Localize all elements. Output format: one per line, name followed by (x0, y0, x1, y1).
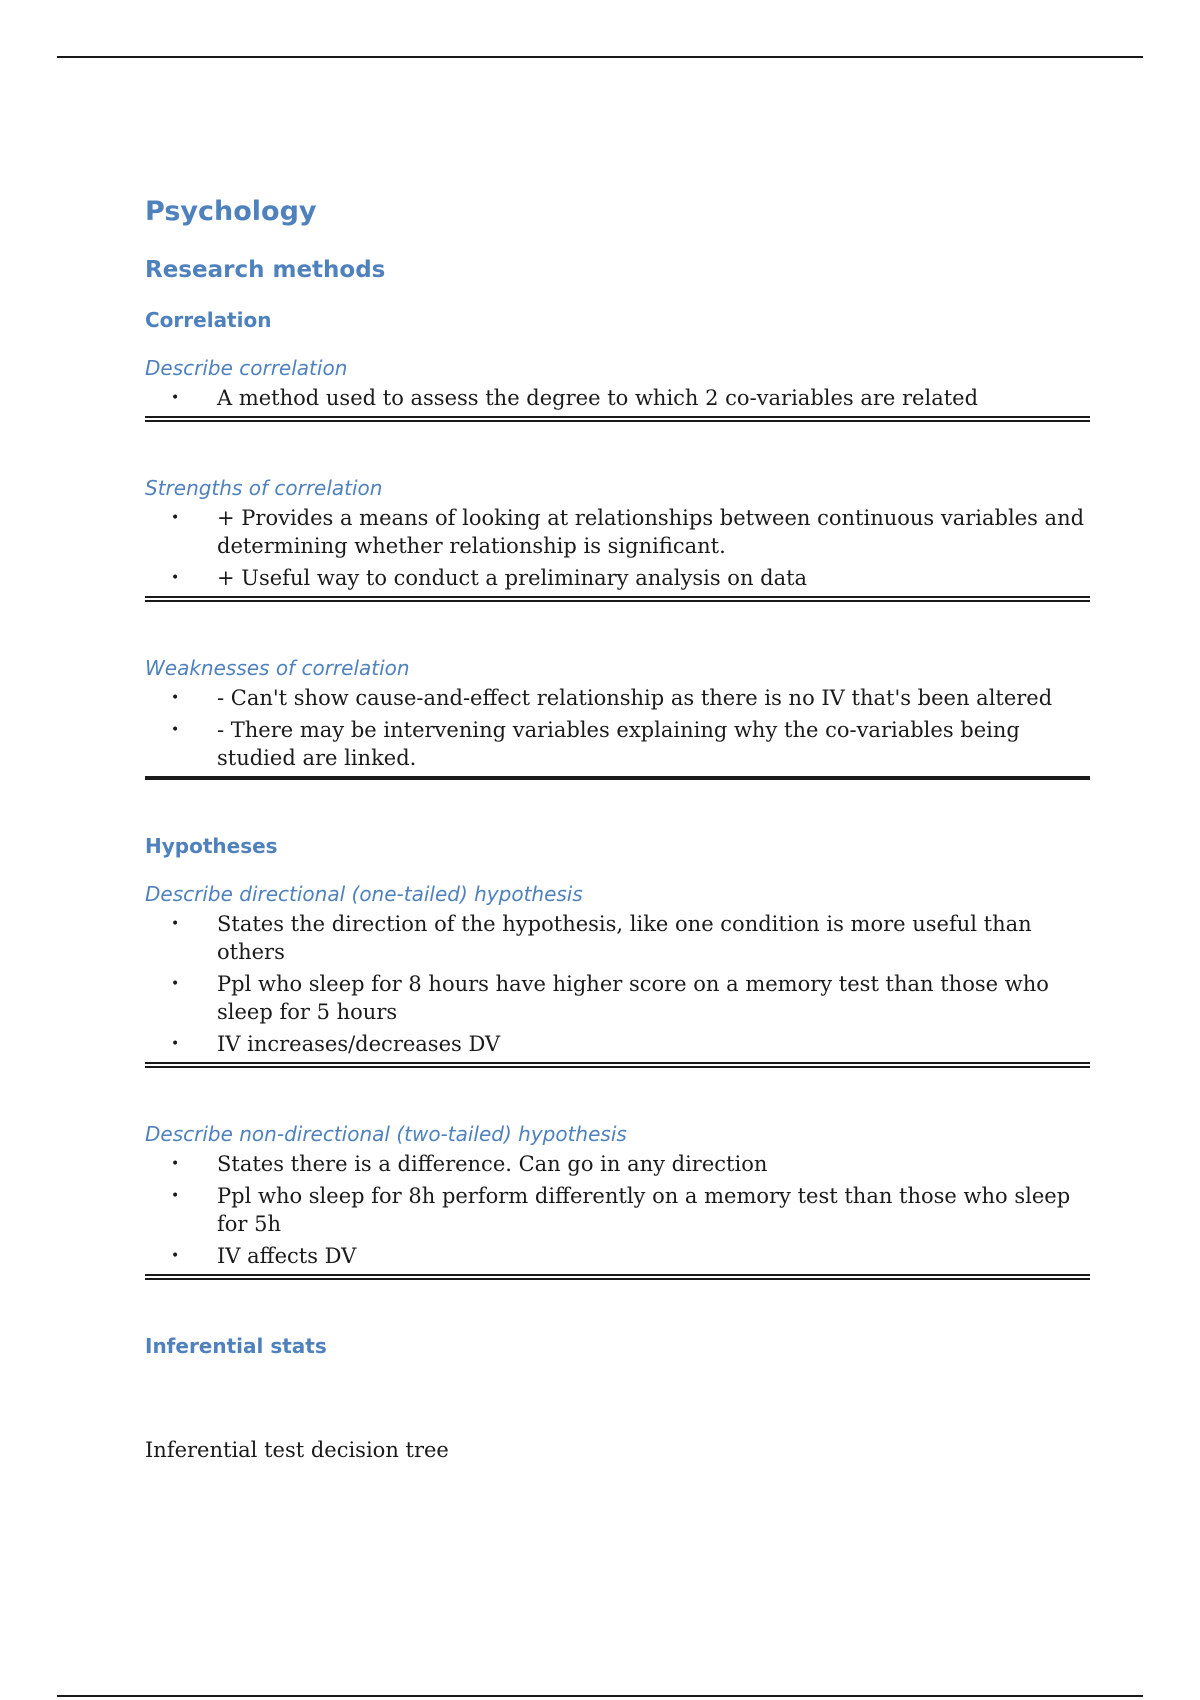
question-heading: Weaknesses of correlation (145, 656, 410, 680)
list-item: • States there is a difference. Can go in any direction (171, 1152, 768, 1176)
answer-list (145, 1150, 1090, 1270)
list-item: • Ppl who sleep for 8h perform differently on a memory test than those who sleep for 5h (171, 1184, 1071, 1236)
answer-divider (145, 416, 1090, 422)
bullet-icon: • (171, 916, 180, 932)
question-heading: Describe correlation (145, 356, 348, 380)
qa-describe-correlation (145, 354, 1090, 422)
document-body (145, 194, 1090, 1464)
answer-divider (145, 776, 1090, 780)
list-item: • IV increases/decreases DV (171, 1032, 501, 1056)
answer-list (145, 504, 1090, 592)
answer-list (145, 684, 1090, 772)
list-item: • - Can't show cause-and-effect relationship as there is no IV that's been altered (171, 686, 1053, 710)
answer-list (145, 910, 1090, 1058)
page-title: Psychology (145, 196, 317, 227)
bullet-icon: • (171, 1156, 180, 1172)
bullet-icon: • (171, 390, 180, 406)
list-item: • States the direction of the hypothesis, like one condition is more useful than others (171, 912, 1032, 964)
bullet-icon: • (171, 976, 180, 992)
bullet-icon: • (171, 1248, 180, 1264)
bullet-icon: • (171, 1188, 180, 1204)
answer-divider (145, 1062, 1090, 1068)
list-item: • - There may be intervening variables explaining why the co-variables being studied are linked. (171, 718, 1020, 770)
qa-weaknesses-correlation (145, 654, 1090, 780)
list-item: • A method used to assess the degree to which 2 co-variables are related (171, 386, 979, 410)
qa-strengths-correlation (145, 474, 1090, 602)
bullet-icon: • (171, 510, 180, 526)
bullet-icon: • (171, 1036, 180, 1052)
bullet-icon: • (171, 722, 180, 738)
answer-divider (145, 1274, 1090, 1280)
answer-divider (145, 596, 1090, 602)
list-item: • + Provides a means of looking at relationships between continuous variables and determining whether relationship is significant. (171, 506, 1085, 558)
section-heading-inferential: Inferential stats (145, 1334, 327, 1358)
qa-non-directional-hypothesis (145, 1120, 1090, 1280)
list-item: • + Useful way to conduct a preliminary analysis on data (171, 566, 808, 590)
question-heading: Describe directional (one-tailed) hypothesis (145, 882, 583, 906)
section-heading-correlation: Correlation (145, 308, 272, 332)
list-item: • IV affects DV (171, 1244, 357, 1268)
question-heading: Describe non-directional (two-tailed) hypothesis (145, 1122, 627, 1146)
answer-list (145, 384, 1090, 412)
bullet-icon: • (171, 690, 180, 706)
list-item: • Ppl who sleep for 8 hours have higher score on a memory test than those who sleep for 5 hours (171, 972, 1049, 1024)
section-heading-hypotheses: Hypotheses (145, 834, 278, 858)
bullet-icon: • (171, 570, 180, 586)
page-subtitle: Research methods (145, 257, 386, 283)
qa-directional-hypothesis (145, 880, 1090, 1068)
bottom-rule (57, 1695, 1143, 1697)
body-text: Inferential test decision tree (145, 1438, 449, 1462)
question-heading: Strengths of correlation (145, 476, 383, 500)
top-rule (57, 56, 1143, 58)
